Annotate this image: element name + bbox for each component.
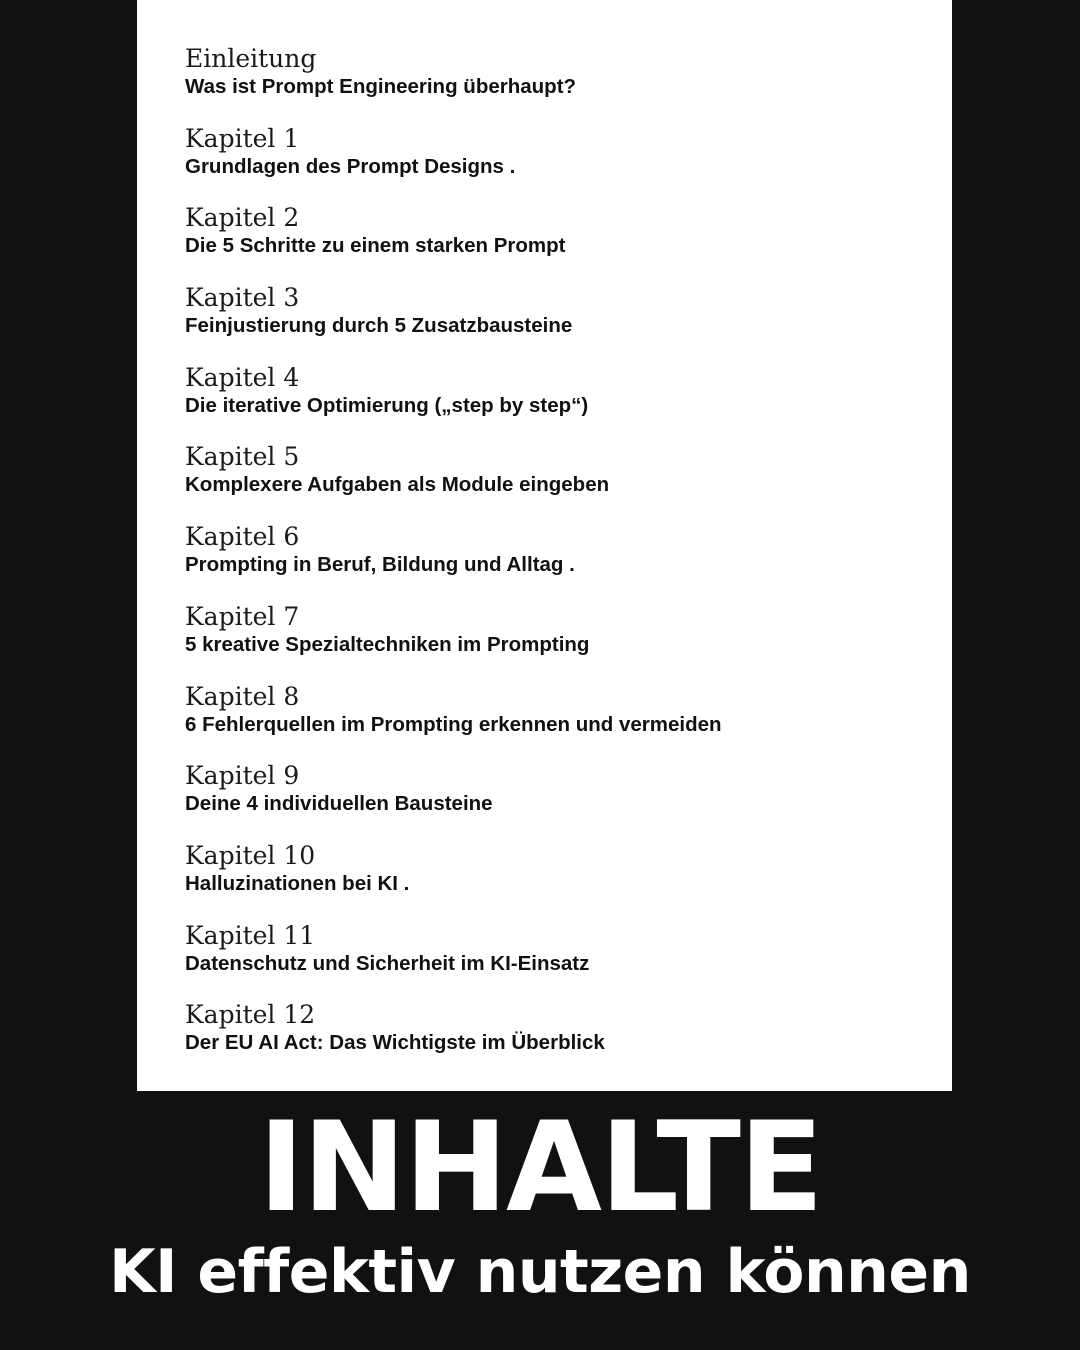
toc-heading: Kapitel 2: [185, 203, 300, 233]
toc-entry-chapter-10: [185, 841, 925, 921]
toc-heading: Kapitel 1: [185, 123, 300, 153]
toc-heading: Kapitel 6: [185, 522, 300, 552]
toc-entry-chapter-4: [185, 363, 925, 443]
toc-entry-chapter-2: [185, 203, 925, 283]
toc-title: Datenschutz und Sicherheit im KI-Einsatz: [185, 951, 590, 975]
toc-entry-intro: [185, 44, 925, 124]
toc-title: Feinjustierung durch 5 Zusatzbausteine: [185, 314, 573, 338]
toc-entry-chapter-7: [185, 602, 925, 682]
toc-heading: Kapitel 9: [185, 761, 300, 791]
toc-title: Der EU AI Act: Das Wichtigste im Überblick: [185, 1031, 605, 1055]
toc-title: Komplexere Aufgaben als Module eingeben: [185, 473, 610, 497]
toc-entry-chapter-12: [185, 1000, 925, 1080]
toc-entry-chapter-9: [185, 761, 925, 841]
toc-title: Halluzinationen bei KI .: [185, 871, 410, 895]
toc-entry-chapter-3: [185, 283, 925, 363]
toc-title: Grundlagen des Prompt Designs .: [185, 154, 516, 178]
toc-entry-chapter-1: [185, 124, 925, 204]
toc-heading: Kapitel 3: [185, 283, 300, 313]
banner-title: INHALTE: [258, 1096, 822, 1240]
toc-heading: Kapitel 8: [185, 681, 300, 711]
toc-page: [137, 0, 952, 1091]
toc-title: Was ist Prompt Engineering überhaupt?: [185, 75, 577, 98]
toc-entry-chapter-11: [185, 921, 925, 1001]
toc-title: Die iterative Optimierung („step by step“): [185, 393, 589, 417]
toc-heading: Kapitel 10: [185, 840, 316, 870]
toc-entry-chapter-5: [185, 442, 925, 522]
toc-heading: Einleitung: [185, 44, 317, 73]
toc-list: [185, 44, 925, 1080]
toc-entry-chapter-6: [185, 522, 925, 602]
toc-title: 6 Fehlerquellen im Prompting erkennen und vermeiden: [185, 712, 722, 736]
toc-heading: Kapitel 7: [185, 601, 300, 631]
toc-heading: Kapitel 4: [185, 362, 300, 392]
toc-entry-chapter-8: [185, 682, 925, 762]
toc-title: 5 kreative Spezialtechniken im Prompting: [185, 632, 590, 656]
toc-heading: Kapitel 5: [185, 442, 300, 472]
banner-subtitle: KI effektiv nutzen können: [109, 1237, 971, 1307]
toc-heading: Kapitel 12: [185, 1000, 316, 1030]
toc-title: Prompting in Beruf, Bildung und Alltag .: [185, 553, 575, 577]
toc-heading: Kapitel 11: [185, 920, 316, 950]
toc-title: Die 5 Schritte zu einem starken Prompt: [185, 234, 566, 258]
toc-title: Deine 4 individuellen Bausteine: [185, 792, 493, 816]
